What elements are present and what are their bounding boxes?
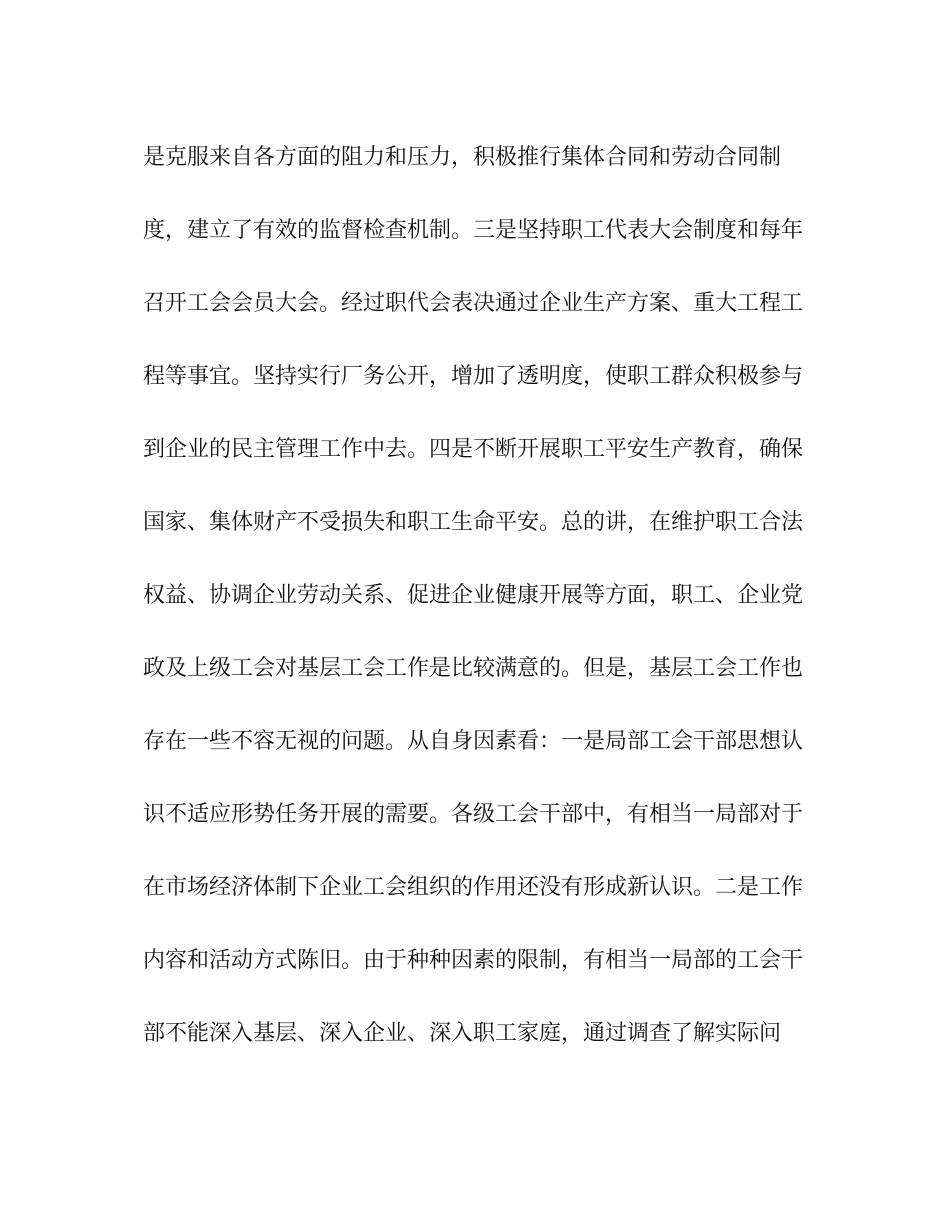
text-line-6: 国家、集体财产不受损失和职工生命平安。总的讲，在维护职工合法	[143, 510, 803, 535]
body-text	[143, 136, 803, 1085]
text-line-2: 度，建立了有效的监督检查机制。三是坚持职工代表大会制度和每年	[143, 218, 803, 243]
text-line-3: 召开工会会员大会。经过职代会表决通过企业生产方案、重大工程工	[143, 291, 803, 316]
text-line-1: 是克服来自各方面的阻力和压力，积极推行集体合同和劳动合同制	[143, 145, 782, 170]
text-line-11: 在市场经济体制下企业工会组织的作用还没有形成新认识。二是工作	[143, 875, 803, 900]
text-line-13: 部不能深入基层、深入企业、深入职工家庭，通过调查了解实际问	[143, 1021, 782, 1046]
text-line-7: 权益、协调企业劳动关系、促进企业健康开展等方面，职工、企业党	[143, 583, 803, 608]
text-line-4: 程等事宜。坚持实行厂务公开，增加了透明度，使职工群众积极参与	[143, 364, 803, 389]
text-line-9: 存在一些不容无视的问题。从自身因素看：一是局部工会干部思想认	[143, 729, 803, 754]
text-line-5: 到企业的民主管理工作中去。四是不断开展职工平安生产教育，确保	[143, 437, 803, 462]
text-line-10: 识不适应形势任务开展的需要。各级工会干部中，有相当一局部对于	[143, 802, 803, 827]
text-line-12: 内容和活动方式陈旧。由于种种因素的限制，有相当一局部的工会干	[143, 948, 803, 973]
text-line-8: 政及上级工会对基层工会工作是比较满意的。但是，基层工会工作也	[143, 656, 803, 681]
